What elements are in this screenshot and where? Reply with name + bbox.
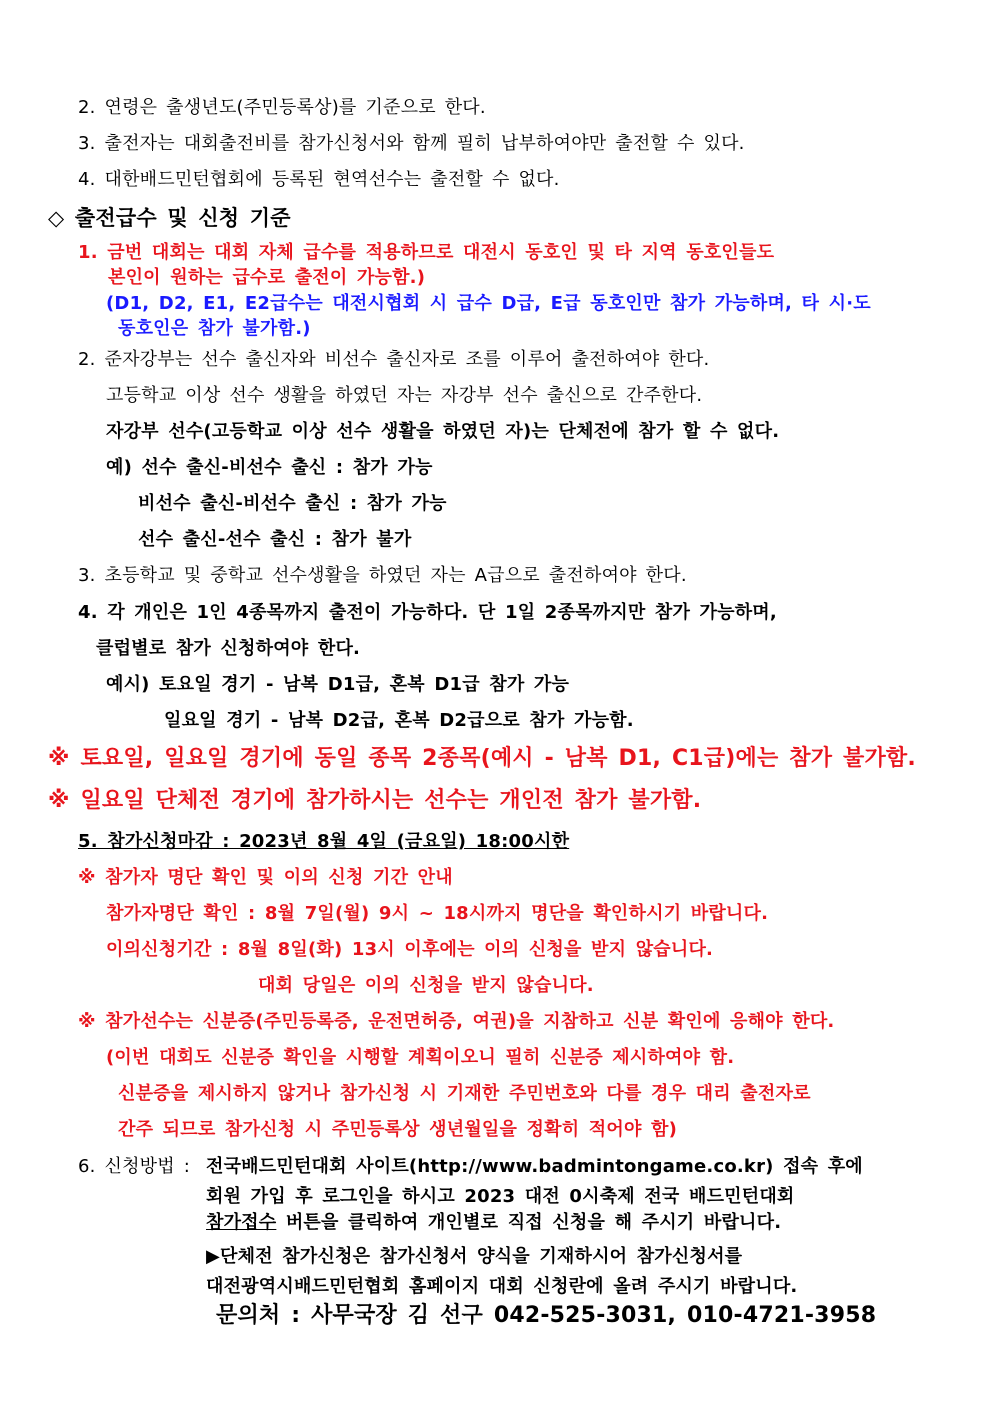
grade-rule-1-note: (D1, D2, E1, E2급수는 대전시협회 시 급수 D급, E급 동호인만 참가 가능하며, 타 시·도	[106, 293, 871, 314]
section-heading: ◇ 출전급수 및 신청 기준	[48, 206, 291, 230]
objection-day: 대회 당일은 이의 신청을 받지 않습니다.	[258, 975, 594, 996]
team-application: ▶단체전 참가신청은 참가신청서 양식을 기재하시어 참가신청서를	[206, 1246, 743, 1267]
list-check: 참가자명단 확인 : 8월 7일(월) 9시 ~ 18시까지 명단을 확인하시기 바랍니다.	[106, 903, 769, 924]
id-notice-3: 신분증을 제시하지 않거나 참가신청 시 기재한 주민번호와 다를 경우 대리 출전자로	[118, 1083, 811, 1104]
notice-team-event: ※ 일요일 단체전 경기에 참가하시는 선수는 개인전 참가 불가함.	[48, 788, 702, 813]
example-3: 선수 출신-선수 출신 : 참가 불가	[138, 529, 412, 550]
deadline: 5. 참가신청마감 : 2023년 8월 4일 (금요일) 18:00시한	[78, 831, 570, 852]
id-notice-2: (이번 대회도 신분증 확인을 시행할 계획이오니 필히 신분증 제시하여야 함.	[106, 1047, 735, 1068]
example-1: 예) 선수 출신-비선수 출신 : 참가 가능	[106, 457, 433, 478]
rule-entry-fee: 3. 출전자는 대회출전비를 참가신청서와 함께 필히 납부하여야만 출전할 수 있다.	[78, 133, 745, 154]
grade-rule-3: 3. 초등학교 및 중학교 선수생활을 하였던 자는 A급으로 출전하여야 한다.	[78, 565, 687, 586]
method-site: 전국배드민턴대회 사이트(http://www.badmintongame.co.kr) 접속 후에	[206, 1156, 863, 1177]
grade-rule-1-cont: 본인이 원하는 급수로 출전이 가능함.)	[108, 267, 426, 288]
rule-active-players: 4. 대한배드민턴협회에 등록된 현역선수는 출전할 수 없다.	[78, 169, 560, 190]
objection-period: 이의신청기간 : 8월 8일(화) 13시 이후에는 이의 신청을 받지 않습니다.	[106, 939, 714, 960]
grade-rule-2: 2. 준자강부는 선수 출신자와 비선수 출신자로 조를 이루어 출전하여야 한다.	[78, 349, 710, 370]
method-button-text: 버튼을 클릭하여 개인별로 직접 신청을 해 주시기 바랍니다.	[276, 1212, 782, 1233]
grade-rule-4-cont: 클럽별로 참가 신청하여야 한다.	[96, 638, 361, 659]
id-notice-4: 간주 되므로 참가신청 시 주민등록상 생년월일을 정확히 적어야 함)	[118, 1119, 678, 1140]
example-saturday: 예시) 토요일 경기 - 남복 D1급, 혼복 D1급 참가 가능	[106, 674, 570, 695]
grade-rule-1-note-cont: 동호인은 참가 불가함.)	[118, 318, 311, 339]
example-2: 비선수 출신-비선수 출신 : 참가 가능	[138, 493, 447, 514]
id-notice: ※ 참가선수는 신분증(주민등록증, 운전면허증, 여권)을 지참하고 신분 확인에 응해야 한다.	[78, 1011, 835, 1032]
apply-button-label: 참가접수	[206, 1212, 277, 1233]
method-label: 6. 신청방법 :	[78, 1156, 191, 1177]
notice-same-event: ※ 토요일, 일요일 경기에 동일 종목 2종목(예시 - 남복 D1, C1급)에는 참가 불가함.	[48, 746, 916, 771]
grade-rule-4: 4. 각 개인은 1인 4종목까지 출전이 가능하다. 단 1일 2종목까지만 참가 가능하며,	[78, 602, 777, 623]
method-login: 회원 가입 후 로그인을 하시고 2023 대전 0시축제 전국 배드민턴대회	[206, 1186, 795, 1207]
grade-rule-2-cont: 고등학교 이상 선수 생활을 하였던 자는 자강부 선수 출신으로 간주한다.	[106, 385, 703, 406]
rule-age: 2. 연령은 출생년도(주민등록상)를 기준으로 한다.	[78, 97, 486, 118]
method-button-line	[206, 1211, 781, 1235]
team-application-cont: 대전광역시배드민턴협회 홈페이지 대회 신청란에 올려 주시기 바랍니다.	[206, 1276, 798, 1297]
example-sunday: 일요일 경기 - 남복 D2급, 혼복 D2급으로 참가 가능함.	[164, 710, 634, 731]
objection-heading: ※ 참가자 명단 확인 및 이의 신청 기간 안내	[78, 867, 453, 888]
grade-rule-2-bold: 자강부 선수(고등학교 이상 선수 생활을 하였던 자)는 단체전에 참가 할 수 없다.	[106, 421, 780, 442]
grade-rule-1: 1. 금번 대회는 대회 자체 급수를 적용하므로 대전시 동호인 및 타 지역 동호인들도	[78, 242, 775, 263]
contact-info: 문의처 : 사무국장 김 선구 042-525-3031, 010-4721-3958	[216, 1303, 877, 1328]
